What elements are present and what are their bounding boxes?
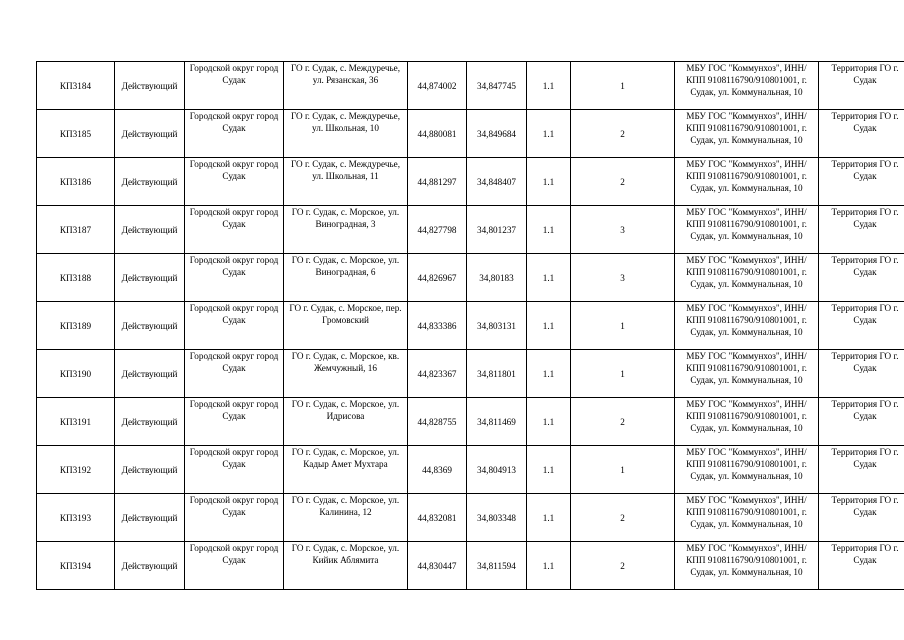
container-type-cell: 1.1 — [527, 542, 571, 590]
district-cell: Городской округ город Судак — [185, 62, 284, 110]
table-row — [37, 398, 904, 446]
latitude-cell: 44,826967 — [408, 254, 467, 302]
table-row — [37, 254, 904, 302]
address-cell: ГО г. Судак, с. Междуречье, ул. Рязанская, 36 — [284, 62, 408, 110]
territory-cell: Территория ГО г. Судак — [819, 302, 904, 350]
container-count-cell: 1 — [571, 62, 675, 110]
container-type-cell: 1.1 — [527, 110, 571, 158]
status-cell: Действующий — [115, 446, 185, 494]
owner-cell: МБУ ГОС "Коммунхоз", ИНН/КПП 9108116790/910801001, г. Судак, ул. Коммунальная, 10 — [675, 542, 819, 590]
district-cell: Городской округ город Судак — [185, 542, 284, 590]
address-cell: ГО г. Судак, с. Морское, ул. Виноградная, 6 — [284, 254, 408, 302]
table-row — [37, 446, 904, 494]
status-cell: Действующий — [115, 398, 185, 446]
address-cell: ГО г. Судак, с. Морское, пер. Громовский — [284, 302, 408, 350]
latitude-cell: 44,881297 — [408, 158, 467, 206]
container-count-cell: 2 — [571, 494, 675, 542]
latitude-cell: 44,828755 — [408, 398, 467, 446]
owner-cell: МБУ ГОС "Коммунхоз", ИНН/КПП 9108116790/910801001, г. Судак, ул. Коммунальная, 10 — [675, 446, 819, 494]
district-cell: Городской округ город Судак — [185, 110, 284, 158]
container-count-cell: 1 — [571, 350, 675, 398]
site-code-cell: КП3190 — [37, 350, 115, 398]
status-cell: Действующий — [115, 206, 185, 254]
latitude-cell: 44,874002 — [408, 62, 467, 110]
container-type-cell: 1.1 — [527, 350, 571, 398]
container-count-cell: 2 — [571, 158, 675, 206]
table-row — [37, 302, 904, 350]
owner-cell: МБУ ГОС "Коммунхоз", ИНН/КПП 9108116790/910801001, г. Судак, ул. Коммунальная, 10 — [675, 158, 819, 206]
territory-cell: Территория ГО г. Судак — [819, 62, 904, 110]
status-cell: Действующий — [115, 302, 185, 350]
latitude-cell: 44,827798 — [408, 206, 467, 254]
owner-cell: МБУ ГОС "Коммунхоз", ИНН/КПП 9108116790/910801001, г. Судак, ул. Коммунальная, 10 — [675, 494, 819, 542]
longitude-cell: 34,811469 — [467, 398, 527, 446]
owner-cell: МБУ ГОС "Коммунхоз", ИНН/КПП 9108116790/910801001, г. Судак, ул. Коммунальная, 10 — [675, 254, 819, 302]
longitude-cell: 34,849684 — [467, 110, 527, 158]
territory-cell: Территория ГО г. Судак — [819, 206, 904, 254]
longitude-cell: 34,804913 — [467, 446, 527, 494]
site-code-cell: КП3194 — [37, 542, 115, 590]
table-row — [37, 62, 904, 110]
longitude-cell: 34,803348 — [467, 494, 527, 542]
territory-cell: Территория ГО г. Судак — [819, 158, 904, 206]
district-cell: Городской округ город Судак — [185, 206, 284, 254]
latitude-cell: 44,823367 — [408, 350, 467, 398]
container-count-cell: 2 — [571, 542, 675, 590]
address-cell: ГО г. Судак, с. Морское, ул. Идрисова — [284, 398, 408, 446]
address-cell: ГО г. Судак, с. Морское, ул. Кадыр Амет Мухтара — [284, 446, 408, 494]
registry-table — [36, 61, 904, 590]
owner-cell: МБУ ГОС "Коммунхоз", ИНН/КПП 9108116790/910801001, г. Судак, ул. Коммунальная, 10 — [675, 350, 819, 398]
territory-cell: Территория ГО г. Судак — [819, 446, 904, 494]
container-count-cell: 3 — [571, 254, 675, 302]
latitude-cell: 44,880081 — [408, 110, 467, 158]
address-cell: ГО г. Судак, с. Морское, ул. Виноградная, 3 — [284, 206, 408, 254]
status-cell: Действующий — [115, 494, 185, 542]
territory-cell: Территория ГО г. Судак — [819, 494, 904, 542]
address-cell: ГО г. Судак, с. Междуречье, ул. Школьная, 11 — [284, 158, 408, 206]
container-count-cell: 1 — [571, 446, 675, 494]
owner-cell: МБУ ГОС "Коммунхоз", ИНН/КПП 9108116790/910801001, г. Судак, ул. Коммунальная, 10 — [675, 398, 819, 446]
container-type-cell: 1.1 — [527, 446, 571, 494]
status-cell: Действующий — [115, 158, 185, 206]
territory-cell: Территория ГО г. Судак — [819, 398, 904, 446]
table-row — [37, 542, 904, 590]
latitude-cell: 44,8369 — [408, 446, 467, 494]
status-cell: Действующий — [115, 542, 185, 590]
district-cell: Городской округ город Судак — [185, 398, 284, 446]
latitude-cell: 44,832081 — [408, 494, 467, 542]
territory-cell: Территория ГО г. Судак — [819, 350, 904, 398]
longitude-cell: 34,811801 — [467, 350, 527, 398]
container-count-cell: 1 — [571, 302, 675, 350]
container-type-cell: 1.1 — [527, 206, 571, 254]
site-code-cell: КП3187 — [37, 206, 115, 254]
container-type-cell: 1.1 — [527, 62, 571, 110]
table-row — [37, 110, 904, 158]
longitude-cell: 34,80183 — [467, 254, 527, 302]
district-cell: Городской округ город Судак — [185, 302, 284, 350]
site-code-cell: КП3184 — [37, 62, 115, 110]
district-cell: Городской округ город Судак — [185, 254, 284, 302]
address-cell: ГО г. Судак, с. Междуречье, ул. Школьная, 10 — [284, 110, 408, 158]
owner-cell: МБУ ГОС "Коммунхоз", ИНН/КПП 9108116790/910801001, г. Судак, ул. Коммунальная, 10 — [675, 110, 819, 158]
status-cell: Действующий — [115, 62, 185, 110]
district-cell: Городской округ город Судак — [185, 350, 284, 398]
site-code-cell: КП3193 — [37, 494, 115, 542]
district-cell: Городской округ город Судак — [185, 158, 284, 206]
container-type-cell: 1.1 — [527, 302, 571, 350]
container-count-cell: 2 — [571, 398, 675, 446]
container-type-cell: 1.1 — [527, 398, 571, 446]
status-cell: Действующий — [115, 110, 185, 158]
address-cell: ГО г. Судак, с. Морское, кв. Жемчужный, 16 — [284, 350, 408, 398]
site-code-cell: КП3188 — [37, 254, 115, 302]
container-count-cell: 2 — [571, 110, 675, 158]
district-cell: Городской округ город Судак — [185, 494, 284, 542]
latitude-cell: 44,833386 — [408, 302, 467, 350]
longitude-cell: 34,803131 — [467, 302, 527, 350]
status-cell: Действующий — [115, 350, 185, 398]
address-cell: ГО г. Судак, с. Морское, ул. Калинина, 12 — [284, 494, 408, 542]
district-cell: Городской округ город Судак — [185, 446, 284, 494]
table-row — [37, 206, 904, 254]
table-row — [37, 494, 904, 542]
longitude-cell: 34,848407 — [467, 158, 527, 206]
site-code-cell: КП3189 — [37, 302, 115, 350]
container-type-cell: 1.1 — [527, 158, 571, 206]
table-row — [37, 350, 904, 398]
table-row — [37, 158, 904, 206]
owner-cell: МБУ ГОС "Коммунхоз", ИНН/КПП 9108116790/910801001, г. Судак, ул. Коммунальная, 10 — [675, 302, 819, 350]
longitude-cell: 34,801237 — [467, 206, 527, 254]
latitude-cell: 44,830447 — [408, 542, 467, 590]
territory-cell: Территория ГО г. Судак — [819, 542, 904, 590]
site-code-cell: КП3191 — [37, 398, 115, 446]
site-code-cell: КП3185 — [37, 110, 115, 158]
status-cell: Действующий — [115, 254, 185, 302]
site-code-cell: КП3186 — [37, 158, 115, 206]
container-type-cell: 1.1 — [527, 254, 571, 302]
address-cell: ГО г. Судак, с. Морское, ул. Кийик Аблямита — [284, 542, 408, 590]
longitude-cell: 34,811594 — [467, 542, 527, 590]
longitude-cell: 34,847745 — [467, 62, 527, 110]
owner-cell: МБУ ГОС "Коммунхоз", ИНН/КПП 9108116790/910801001, г. Судак, ул. Коммунальная, 10 — [675, 62, 819, 110]
container-count-cell: 3 — [571, 206, 675, 254]
container-type-cell: 1.1 — [527, 494, 571, 542]
territory-cell: Территория ГО г. Судак — [819, 254, 904, 302]
owner-cell: МБУ ГОС "Коммунхоз", ИНН/КПП 9108116790/910801001, г. Судак, ул. Коммунальная, 10 — [675, 206, 819, 254]
territory-cell: Территория ГО г. Судак — [819, 110, 904, 158]
table-body — [37, 62, 904, 590]
site-code-cell: КП3192 — [37, 446, 115, 494]
